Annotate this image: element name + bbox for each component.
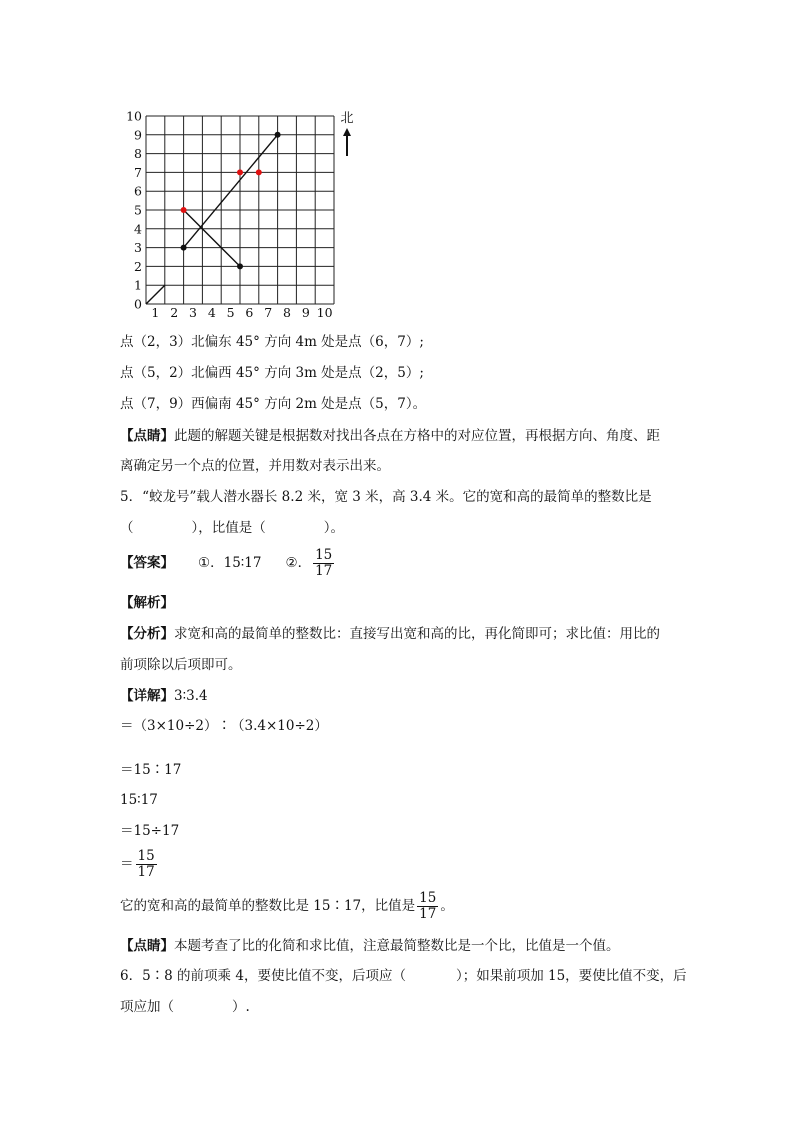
coordinate-grid-chart	[126, 104, 346, 320]
fraction-numerator: 15	[315, 547, 333, 563]
answer-2-label: ②．	[285, 555, 312, 571]
y-tick-label: 2	[134, 258, 142, 274]
detail-line-1	[120, 687, 208, 705]
detail-expr-5: ＝15÷17	[120, 823, 180, 839]
conclusion-denominator: 17	[419, 906, 437, 922]
x-tick-label: 9	[301, 305, 310, 320]
x-tick-label: 8	[283, 305, 291, 320]
equals-sign: ＝	[120, 856, 134, 872]
q6-text-d: ）.	[232, 999, 250, 1015]
result-denominator: 17	[137, 864, 155, 880]
tip-tag: 【点睛】	[120, 428, 174, 444]
conclusion-period: 。	[440, 898, 454, 914]
north-indicator	[338, 112, 356, 162]
y-tick-label: 3	[134, 240, 142, 256]
detail-expr-3: ＝15∶17	[120, 762, 182, 778]
detail-expr-2: ＝（3×10÷2）∶（3.4×10÷2）	[120, 718, 328, 734]
conclusion-text: 它的宽和高的最简单的整数比是 15∶17，比值是	[120, 898, 416, 914]
segment-line	[146, 285, 165, 304]
q5-bracket-close: ）。	[323, 520, 344, 536]
q6-text-b: ）；如果前项加 15，要使比值不变，后	[455, 968, 687, 984]
tip-text-2: 离确定另一个点的位置，并用数对表示出来。	[120, 458, 390, 474]
y-tick-label: 7	[134, 164, 142, 180]
tip-text-1: 此题的解题关键是根据数对找出各点在方格中的对应位置，再根据方向、角度、距	[174, 428, 660, 444]
north-label: 北	[340, 111, 354, 126]
x-tick-label: 10	[316, 305, 333, 320]
result-fraction	[136, 849, 157, 880]
data-point	[181, 207, 187, 213]
direction-line-2: 点（5，2）北偏西 45° 方向 3m 处是点（2，5）;	[120, 365, 424, 381]
x-tick-label: 2	[170, 305, 179, 320]
data-point	[256, 169, 262, 175]
result-numerator: 15	[137, 848, 155, 864]
direction-line-3: 点（7，9）西偏南 45° 方向 2m 处是点（5，7）。	[120, 396, 427, 412]
data-point	[181, 245, 187, 251]
y-tick-label: 4	[134, 221, 142, 237]
tip-tag-2: 【点睛】	[120, 938, 174, 954]
question-6-line-1	[120, 967, 687, 985]
y-tick-label: 1	[134, 277, 142, 293]
x-tick-label: 3	[189, 305, 197, 320]
x-tick-label: 7	[264, 305, 273, 320]
y-tick-label: 9	[134, 127, 142, 143]
y-tick-label: 8	[134, 146, 142, 162]
detail-expr-1: 3∶3.4	[174, 688, 208, 704]
question-5-line-2	[120, 519, 344, 537]
fenxi-tag: 【分析】	[120, 626, 174, 642]
y-tick-label: 6	[134, 183, 142, 199]
x-tick-label: 5	[226, 305, 235, 320]
north-arrow-icon	[338, 126, 356, 158]
x-tick-label: 1	[151, 305, 160, 320]
answer-1: ①．15∶17	[198, 555, 262, 571]
tip-paragraph-2	[120, 937, 620, 955]
q6-text-a: 6．5∶8 的前项乘 4，要使比值不变，后项应（	[120, 968, 406, 984]
y-tick-label: 10	[126, 108, 142, 124]
fenxi-text-2: 前项除以后项即可。	[120, 657, 242, 673]
answer-line	[120, 545, 336, 581]
data-point	[275, 132, 281, 138]
q6-text-c: 项应加（	[120, 999, 174, 1015]
conclusion-line	[120, 888, 454, 924]
tip-text-3: 本题考查了比的化简和求比值，注意最简整数比是一个比，比值是一个值。	[174, 938, 620, 954]
fraction-denominator: 17	[315, 563, 333, 579]
x-tick-label: 6	[245, 305, 254, 320]
conclusion-numerator: 15	[419, 890, 437, 906]
answer-tag: 【答案】	[120, 555, 174, 571]
question-5-line-1: 5．“蛟龙号”载人潜水器长 8.2 米，宽 3 米，高 3.4 米。它的宽和高的最简单的整数比是	[120, 489, 652, 505]
data-point	[237, 263, 243, 269]
question-6-line-2	[120, 998, 250, 1016]
analysis-tag: 【解析】	[120, 595, 174, 611]
y-tick-label: 5	[134, 202, 142, 218]
detail-expr-6	[120, 846, 159, 882]
detail-tag: 【详解】	[120, 688, 174, 704]
x-tick-label: 4	[207, 305, 216, 320]
conclusion-fraction	[417, 891, 438, 922]
q5-bracket-open: （	[120, 520, 134, 536]
q5-mid-text: ），比值是（	[191, 520, 266, 536]
answer-2-fraction	[313, 548, 334, 579]
fenxi-text-1: 求宽和高的最简单的整数比：直接写出宽和高的比，再化简即可；求比值：用比的	[174, 626, 660, 642]
data-point	[237, 169, 243, 175]
tip-paragraph-1	[120, 427, 660, 445]
direction-line-1: 点（2，3）北偏东 45° 方向 4m 处是点（6，7）;	[120, 334, 424, 350]
analysis-paragraph-1	[120, 625, 660, 643]
y-tick-label: 0	[134, 296, 142, 312]
detail-expr-4: 15∶17	[120, 792, 158, 808]
